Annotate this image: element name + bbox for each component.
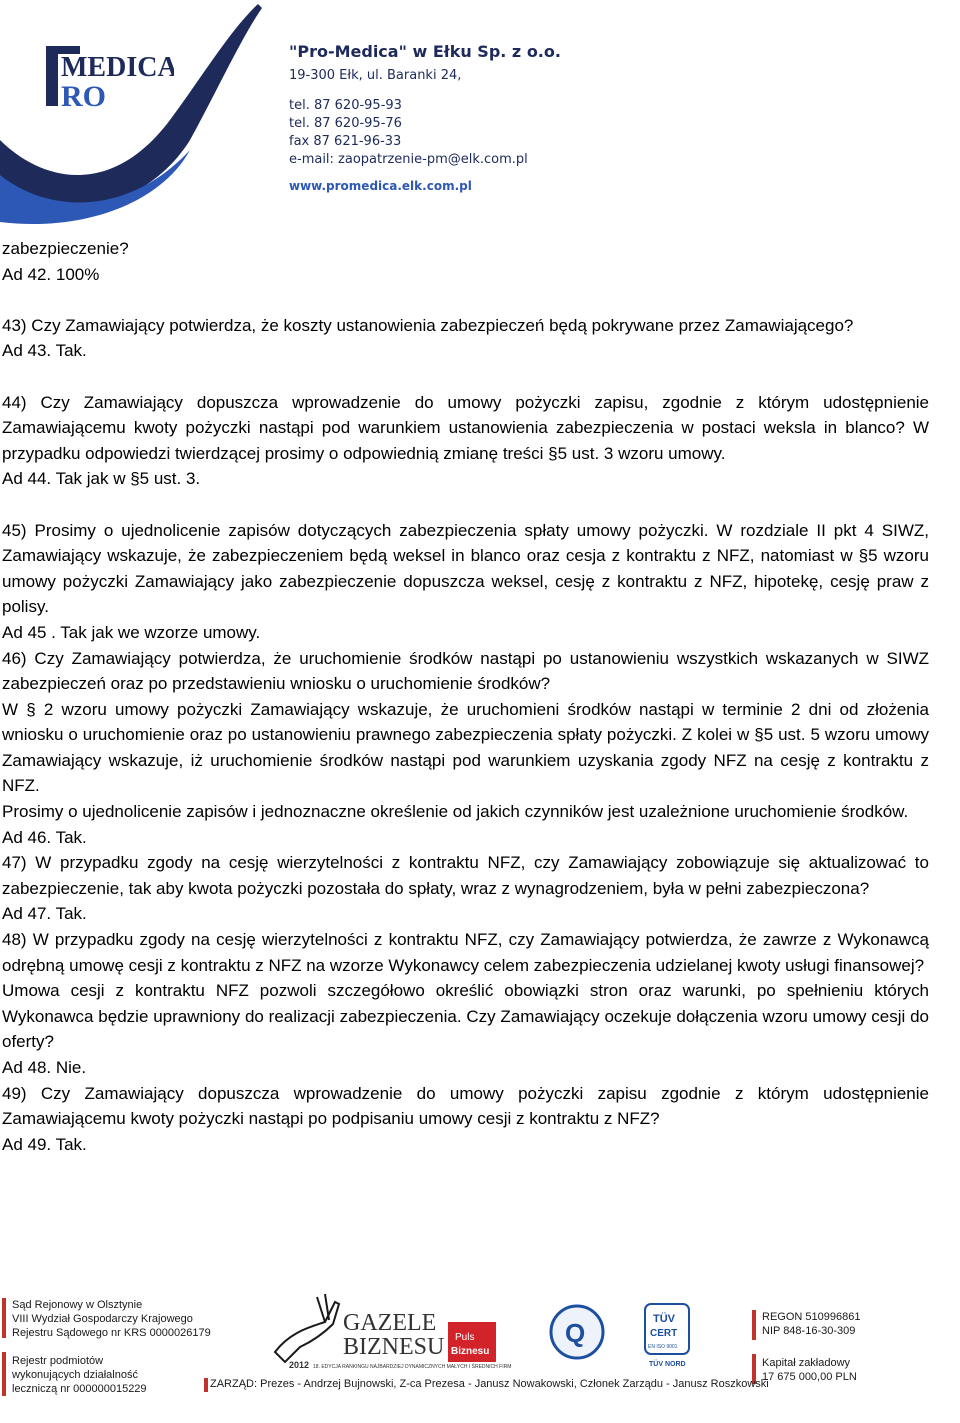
footer-bar-zarzad [204,1378,208,1392]
biznesu-text: Biznesu [451,1346,490,1357]
answer: Ad 43. Tak. [2,341,87,361]
footer-registry-info [12,1354,147,1396]
company-email: e-mail: zaopatrzenie-pm@elk.com.pl [289,152,528,167]
company-website: www.promedica.elk.com.pl [289,179,472,193]
logo-text-medica: MEDICA [61,52,174,83]
paragraph: zabezpieczenie? [2,239,129,258]
paragraph: Prosimy o ujednolicenie zapisów i jednoznaczne określenie od jakich czynników jest uzależnione uruchomienie środków. [2,802,909,822]
company-contact-block [289,42,561,193]
footer-court-line: Rejestru Sądowego nr KRS 0000026179 [12,1327,211,1339]
iso-certificate-icon [551,1306,603,1358]
footer-registry-line: wykonujących działalność [12,1369,138,1381]
footer-court-line: VIII Wydział Gospodarczy Krajowego [12,1313,193,1325]
footer-capital-value: 17 675 000,00 PLN [762,1371,857,1383]
question: 47) W przypadku zgody na cesję wierzytelności z kontraktu NFZ, czy Zamawiający zobowiązuje się aktualizować to zabezpieczenie, tak aby kwota pożyczki pozostała do spłaty, wraz z wynagrodzeniem, była w pełni zabezpieczona? [2,853,929,898]
footer-regon-nip [762,1310,860,1338]
company-address: 19-300 Ełk, ul. Baranki 24, [289,68,462,83]
tuv-nord-text: TÜV NORD [649,1361,686,1368]
company-tel-1: tel. 87 620-95-93 [289,98,402,113]
footer-capital-label: Kapitał zakładowy [762,1357,851,1369]
tuv-cert-icon [645,1304,689,1368]
paragraph: Umowa cesji z kontraktu NFZ pozwoli szczegółowo określić obowiązki stron oraz warunki, po spełnieniu których Wykonawca będzie uprawniony do realizacji zabezpieczenia. Czy Zamawiający oczekuje dołączenia wzoru umowy cesji do oferty? [2,981,929,1052]
footer-bar-right-1 [752,1310,756,1340]
header-swoosh-graphic [0,0,270,225]
logo-text-ro: RO [61,80,106,112]
footer-badges [255,1292,715,1372]
footer-bar-left-2 [2,1352,6,1396]
gazelle-icon [275,1294,339,1362]
answer: Ad 46. Tak. [2,827,87,847]
svg-text:Q: Q [565,1318,586,1348]
company-tel-2: tel. 87 620-95-76 [289,116,402,131]
question: 48) W przypadku zgody na cesję wierzytelności z kontraktu NFZ, czy Zamawiający potwierdza, że zawrze z Wykonawcą odrębną umowę cesji z kontraktu z NFZ na wzorze Wykonawcy celem zabezpieczenia udzielanej kwoty usługi finansowej? [2,930,929,975]
answer: Ad 49. Tak. [2,1134,87,1154]
logo-mark-icon [44,40,174,112]
question: 43) Czy Zamawiający potwierdza, że koszty ustanowienia zabezpieczeń będą pokrywane przez Zamawiającego? [2,315,854,335]
puls-text: Puls [455,1332,475,1343]
cert-text: CERT [650,1328,678,1339]
footer-regon: REGON 510996861 [762,1311,861,1323]
iso-text: EN ISO 9001 [648,1344,678,1350]
question: 44) Czy Zamawiający dopuszcza wprowadzenie do umowy pożyczki zapisu, zgodnie z którym udostępnienie Zamawiającemu kwoty pożyczki nastąpi pod warunkiem ustanowienia zabezpieczenia w postaci weksla in blanco? W przypadku odpowiedzi twierdzącej prosimy o odpowiednią zmianę treści §5 ust. 3 wzoru umowy. [2,392,929,463]
tuv-text: TÜV [653,1313,675,1325]
company-fax: fax 87 621-96-33 [289,134,402,149]
footer-court-info [12,1298,211,1340]
document-body [2,236,929,1157]
question: 49) Czy Zamawiający dopuszcza wprowadzenie do umowy pożyczki zapisu zgodnie z którym udostępnienie Zamawiającemu kwoty pożyczki nastąpi po podpisaniu umowy cesji z kontraktu z NFZ? [2,1083,929,1129]
company-name: "Pro-Medica" w Ełku Sp. z o.o. [289,42,561,61]
gazele-title: GAZELE [343,1310,437,1336]
question: 45) Prosimy o ujednolicenie zapisów dotyczących zabezpieczenia spłaty umowy pożyczki. W rozdziale II pkt 4 SIWZ, Zamawiający wskazuje, że zabezpieczeniem będą weksel in blanco oraz cesja z kontraktu z NFZ, natomiast w §5 wzoru umowy pożyczki Zamawiający jako zabezpieczenie dopuszcza weksel, cesję z kontraktu z NFZ, hipotekę, cesję praw z polisy. [2,520,929,617]
answer: Ad 47. Tak. [2,904,87,924]
answer: Ad 42. 100% [2,264,100,284]
footer-registry-line: leczniczą nr 000000015229 [12,1383,147,1395]
answer: Ad 44. Tak jak w §5 ust. 3. [2,469,201,489]
paragraph: W § 2 wzoru umowy pożyczki Zamawiający wskazuje, że uruchomieni środków nastąpi w terminie 2 dni od złożenia wniosku o uruchomienie oraz po ustanowieniu prawnego zabezpieczenia spłaty pożyczki. Z kolei w §5 ust. 5 wzoru umowy Zamawiający wskazuje, iż uruchomienie środków nastąpi pod warunkiem uzyskania zgody NFZ na cesję z kontraktu z NFZ. [2,699,929,796]
answer: Ad 48. Nie. [2,1058,87,1077]
gazele-year: 2012 [289,1360,310,1370]
gazele-subtitle: BIZNESU [343,1334,445,1360]
gazele-note: 18. EDYCJA RANKINGU NAJBARDZIEJ DYNAMICZNYCH MAŁYCH I ŚREDNICH FIRM [313,1364,512,1370]
footer-registry-line: Rejestr podmiotów [12,1355,104,1367]
footer-nip: NIP 848-16-30-309 [762,1325,856,1337]
footer-bar-left-1 [2,1298,6,1338]
footer-court-line: Sąd Rejonowy w Olsztynie [12,1299,143,1311]
answer: Ad 45 . Tak jak we wzorze umowy. [2,622,261,642]
question: 46) Czy Zamawiający potwierdza, że uruchomienie środków nastąpi po ustanowieniu wszystkich wskazanych w SIWZ zabezpieczeń oraz po przedstawieniu wniosku o uruchomienie środków? [2,648,929,694]
footer-capital [762,1356,857,1384]
company-logo [44,40,174,112]
footer-management-board: ZARZĄD: Prezes - Andrzej Bujnowski, Z-ca Prezesa - Janusz Nowakowski, Członek Zarządu - Janusz Roszkowski [210,1378,769,1390]
